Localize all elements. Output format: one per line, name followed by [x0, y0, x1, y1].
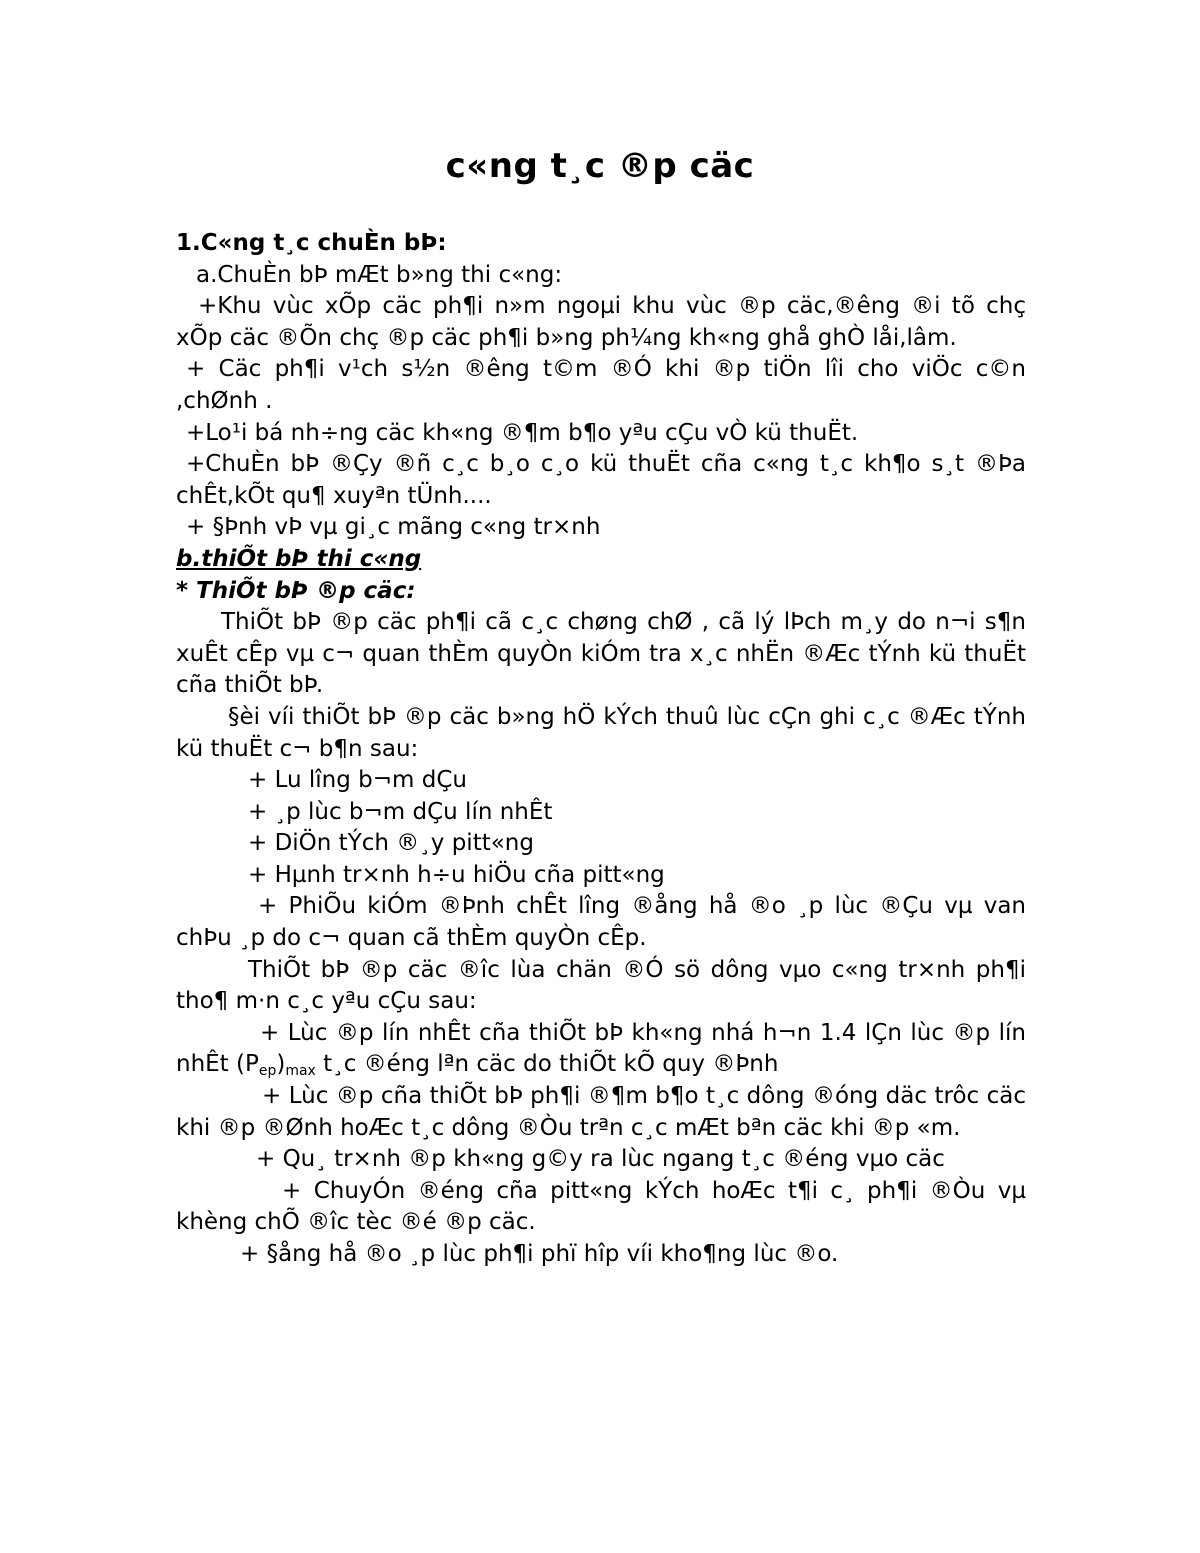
list-item: + ¸p lùc b¬m dÇu lín nhÊt	[248, 798, 553, 825]
requirement-text: t¸c ®éng lªn cäc do thiÕt kÕ quy ®Þnh	[315, 1051, 779, 1078]
requirement-item	[176, 1018, 1026, 1081]
requirement-item: + §ång hå ®o ¸p lùc ph¶i phï hîp víi kho¶ng lùc ®o.	[240, 1241, 839, 1267]
list-item: +Lo¹i bá nh÷ng cäc kh«ng ®¶m b¶o yªu cÇu vÒ kü thuËt.	[186, 419, 859, 446]
paragraph: ThiÕt bÞ ®p cäc ®îc lùa chän ®Ó sö dông vµo c«ng tr×nh ph¶i tho¶ m·n c¸c yªu cÇu sau:	[176, 956, 1026, 1015]
paragraph: §èi víi thiÕt bÞ ®p cäc b»ng hÖ kÝch thuû lùc cÇn ghi c¸c ®Æc tÝnh kü thuËt c¬ b¶n sau:	[176, 703, 1026, 762]
section-heading-1: 1.C«ng t¸c chuÈn bÞ:	[176, 230, 447, 256]
requirement-item: + Qu¸ tr×nh ®p kh«ng g©y ra lùc ngang t¸c ®éng vµo cäc	[256, 1146, 945, 1173]
list-item: +Khu vùc xÕp cäc ph¶i n»m ngoµi khu vùc ®p cäc,®êng ®i tõ chç xÕp cäc ®Õn chç ®p cäc ph¶i b»ng ph¼ng kh«ng ghå ghÒ låi,lâm.	[176, 293, 1026, 351]
equipment-heading: * ThiÕt bÞ ®p cäc:	[176, 577, 416, 604]
paragraph: ThiÕt bÞ ®p cäc ph¶i cã c¸c chøng chØ , cã lý lÞch m¸y do n¬i s¶n xuÊt cÊp vµ c¬ quan thÈm quyÒn kiÓm tra x¸c nhËn ®Æc tÝnh kü thuËt cña thiÕt bÞ.	[176, 609, 1026, 699]
list-item: +ChuÈn bÞ ®Çy ®ñ c¸c b¸o c¸o kü thuËt cña c«ng t¸c kh¶o s¸t ®Þa chÊt,kÕt qu¶ xuyªn tÜnh....	[176, 451, 1026, 509]
requirement-paren: )	[276, 1051, 286, 1078]
list-item: + Cäc ph¶i v¹ch s½n ®êng t©m ®Ó khi ®p tiÖn lîi cho viÖc c©n ,chØnh .	[176, 356, 1026, 414]
subscript-ep: ep	[258, 1063, 277, 1080]
list-item: + Hµnh tr×nh h÷u hiÖu cña pitt«ng	[248, 861, 665, 888]
subsection-heading-a: a.ChuÈn bÞ mÆt b»ng thi c«ng:	[196, 261, 563, 288]
list-item: + PhiÕu kiÓm ®Þnh chÊt lîng ®ång hå ®o ¸p lùc ®Çu vµ van chÞu ¸p do c¬ quan cã thÈm quyÒn cÊp.	[176, 893, 1026, 952]
document-body	[176, 228, 1026, 1271]
list-item: + DiÖn tÝch ®¸y pitt«ng	[248, 830, 534, 857]
subscript-max: max	[285, 1063, 316, 1080]
subsection-heading-b: b.thiÕt bÞ thi c«ng	[176, 545, 422, 572]
requirement-item: + ChuyÓn ®éng cña pitt«ng kÝch hoÆc t¶i c¸ ph¶i ®Òu vµ khèng chÕ ®îc tèc ®é ®p cäc.	[176, 1177, 1026, 1236]
requirement-text: + Lùc ®p lín nhÊt cña thiÕt bÞ kh«ng nhá h¬n 1.4 lÇn lùc ®p lín nhÊt (P	[176, 1019, 1026, 1078]
list-item: + §Þnh vÞ vµ gi¸c mãng c«ng tr×nh	[186, 514, 601, 541]
document-title: c«ng t¸c ®p cäc	[445, 146, 755, 186]
requirement-item: + Lùc ®p cña thiÕt bÞ ph¶i ®¶m b¶o t¸c dông ®óng däc trôc cäc khi ®p ®Ønh hoÆc t¸c dông ®Òu trªn c¸c mÆt bªn cäc khi ®p «m.	[176, 1083, 1026, 1141]
list-item: + Lu lîng b¬m dÇu	[248, 767, 467, 794]
